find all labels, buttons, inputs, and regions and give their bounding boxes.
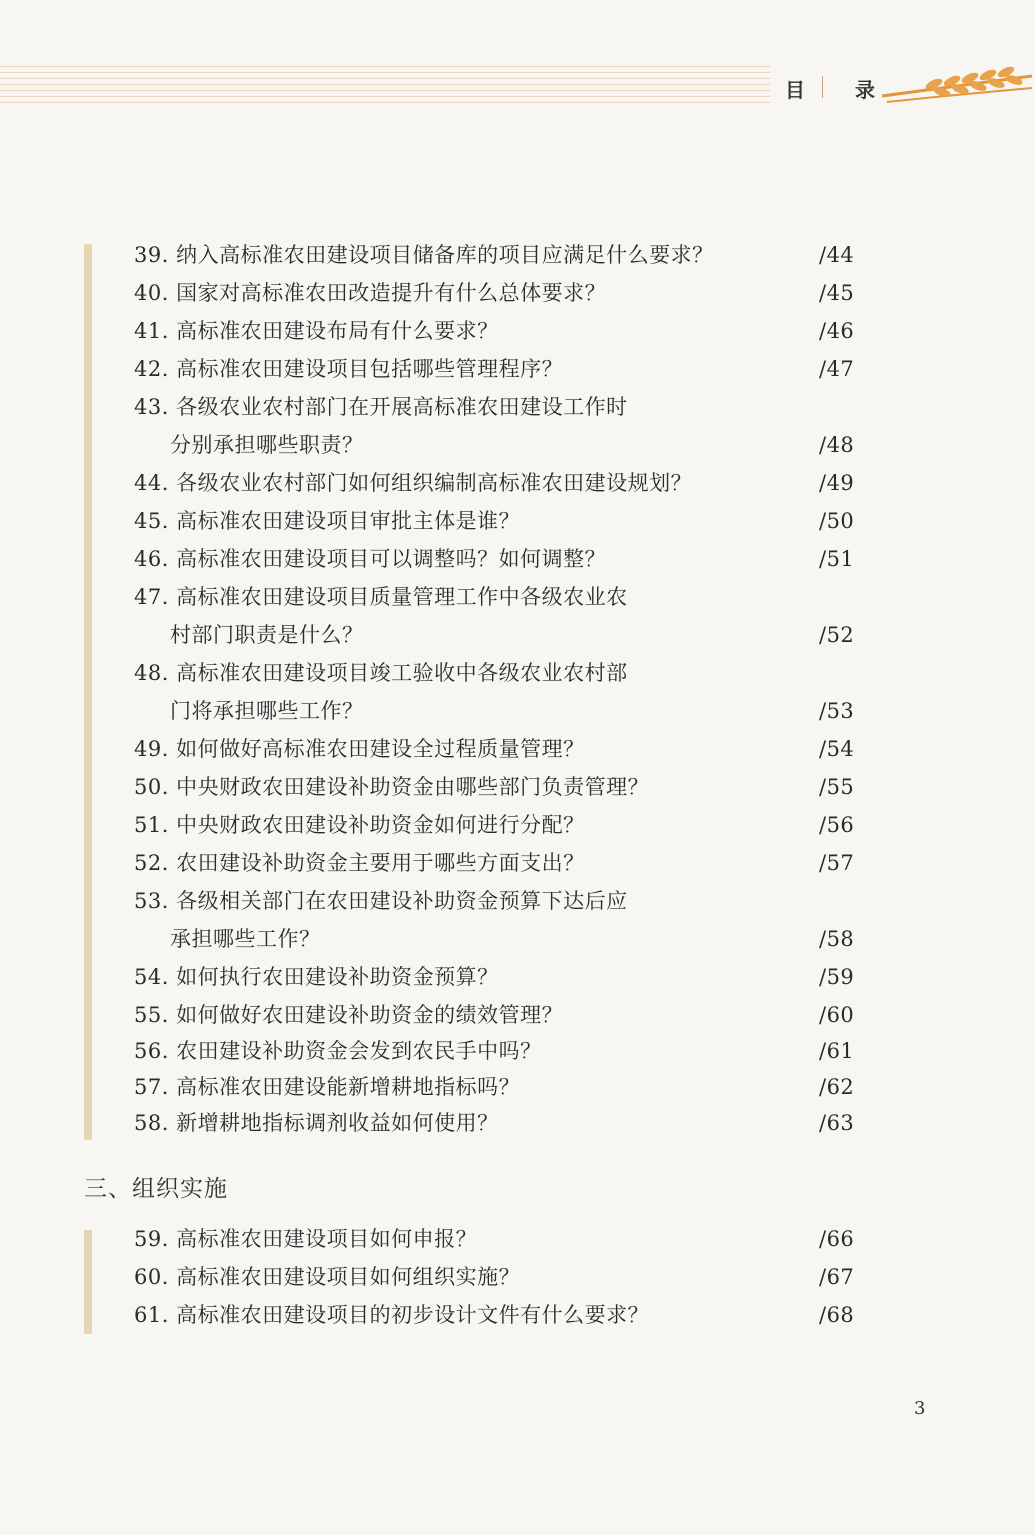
toc-entry-page: /66 — [819, 1227, 855, 1251]
toc-entry-title: 60. 高标准农田建设项目如何组织实施？ — [134, 1265, 521, 1289]
toc-entry-title: 57. 高标准农田建设能新增耕地指标吗？ — [134, 1075, 521, 1099]
toc-entry[interactable] — [134, 1108, 854, 1138]
toc-entry-title: 39. 纳入高标准农田建设项目储备库的项目应满足什么要求？ — [134, 243, 714, 267]
toc-entry[interactable] — [134, 1000, 854, 1030]
toc-entry-page: /49 — [819, 471, 855, 495]
header-separator — [822, 76, 823, 98]
toc-entry-title: 44. 各级农业农村部门如何组织编制高标准农田建设规划？ — [134, 471, 693, 495]
toc-entry-page: /59 — [819, 965, 855, 989]
toc-entry-page: /53 — [819, 699, 855, 723]
toc-entry[interactable] — [134, 544, 854, 574]
toc-entry-title: 45. 高标准农田建设项目审批主体是谁？ — [134, 509, 521, 533]
toc-entry-page: /67 — [819, 1265, 855, 1289]
toc-entry[interactable] — [134, 1224, 854, 1254]
toc-entry-page: /57 — [819, 851, 855, 875]
toc-entry-title: 43. 各级农业农村部门在开展高标准农田建设工作时 — [134, 395, 628, 419]
toc-entry-title: 58. 新增耕地指标调剂收益如何使用？ — [134, 1111, 499, 1135]
toc-entry[interactable] — [134, 810, 854, 840]
toc-entry-title: 50. 中央财政农田建设补助资金由哪些部门负责管理？ — [134, 775, 650, 799]
toc-entry-title: 承担哪些工作？ — [170, 927, 321, 951]
toc-entry-page: /52 — [819, 623, 855, 647]
toc-entry-page: /61 — [819, 1039, 855, 1063]
toc-entry[interactable] — [134, 1262, 854, 1292]
toc-entry[interactable] — [134, 354, 854, 384]
toc-entry-page: /60 — [819, 1003, 855, 1027]
toc-entry-page: /54 — [819, 737, 855, 761]
toc-entry-continuation[interactable] — [134, 430, 854, 460]
toc-entry[interactable] — [134, 278, 854, 308]
toc-entry-continuation[interactable] — [134, 620, 854, 650]
toc-entry[interactable] — [134, 392, 854, 422]
toc-entry[interactable] — [134, 772, 854, 802]
toc-entry-title: 村部门职责是什么？ — [170, 623, 364, 647]
toc-entry-title: 59. 高标准农田建设项目如何申报？ — [134, 1227, 478, 1251]
toc-entry[interactable] — [134, 582, 854, 612]
toc-entry[interactable] — [134, 316, 854, 346]
toc-entry-title: 门将承担哪些工作？ — [170, 699, 364, 723]
toc-entry-page: /44 — [819, 243, 855, 267]
toc-entry-title: 56. 农田建设补助资金会发到农民手中吗？ — [134, 1039, 542, 1063]
page-number: 3 — [914, 1398, 926, 1419]
toc-entry-page: /48 — [819, 433, 855, 457]
toc-entry-page: /50 — [819, 509, 855, 533]
toc-entry[interactable] — [134, 848, 854, 878]
header-title-char-2: 录 — [855, 78, 875, 102]
toc-entry-continuation[interactable] — [134, 924, 854, 954]
toc-entry-page: /58 — [819, 927, 855, 951]
toc-entry[interactable] — [134, 240, 854, 270]
toc-entry-title: 53. 各级相关部门在农田建设补助资金预算下达后应 — [134, 889, 628, 913]
section-heading: 三、组织实施 — [84, 1176, 228, 1202]
toc-entry[interactable] — [134, 658, 854, 688]
toc-entry-title: 48. 高标准农田建设项目竣工验收中各级农业农村部 — [134, 661, 628, 685]
toc-entry[interactable] — [134, 1072, 854, 1102]
toc-entry-title: 52. 农田建设补助资金主要用于哪些方面支出？ — [134, 851, 585, 875]
toc-entry-title: 55. 如何做好农田建设补助资金的绩效管理？ — [134, 1003, 564, 1027]
toc-entry-continuation[interactable] — [134, 696, 854, 726]
toc-entry[interactable] — [134, 734, 854, 764]
toc-side-bar — [84, 244, 92, 1140]
toc-entry-title: 54. 如何执行农田建设补助资金预算？ — [134, 965, 499, 989]
toc-entry-page: /68 — [819, 1303, 855, 1327]
toc-entry[interactable] — [134, 1300, 854, 1330]
toc-entry-page: /45 — [819, 281, 855, 305]
toc-entry-page: /47 — [819, 357, 855, 381]
toc-side-bar — [84, 1230, 92, 1334]
toc-entry-title: 49. 如何做好高标准农田建设全过程质量管理？ — [134, 737, 585, 761]
toc-entry[interactable] — [134, 506, 854, 536]
toc-entry-page: /46 — [819, 319, 855, 343]
toc-entry[interactable] — [134, 886, 854, 916]
toc-entry-page: /62 — [819, 1075, 855, 1099]
toc-entry[interactable] — [134, 962, 854, 992]
wheat-icon — [882, 58, 1032, 108]
toc-entry-page: /56 — [819, 813, 855, 837]
toc-entry-title: 41. 高标准农田建设布局有什么要求？ — [134, 319, 499, 343]
toc-entry-title: 61. 高标准农田建设项目的初步设计文件有什么要求？ — [134, 1303, 650, 1327]
toc-entry-title: 40. 国家对高标准农田改造提升有什么总体要求？ — [134, 281, 607, 305]
toc-entry-title: 47. 高标准农田建设项目质量管理工作中各级农业农 — [134, 585, 628, 609]
header-decorative-lines — [0, 66, 770, 104]
toc-entry-page: /63 — [819, 1111, 855, 1135]
toc-entry[interactable] — [134, 468, 854, 498]
toc-entry-title: 分别承担哪些职责？ — [170, 433, 364, 457]
toc-entry[interactable] — [134, 1036, 854, 1066]
toc-entry-page: /51 — [819, 547, 855, 571]
toc-entry-title: 42. 高标准农田建设项目包括哪些管理程序？ — [134, 357, 564, 381]
toc-entry-title: 51. 中央财政农田建设补助资金如何进行分配？ — [134, 813, 585, 837]
toc-entry-page: /55 — [819, 775, 855, 799]
toc-entry-title: 46. 高标准农田建设项目可以调整吗？如何调整？ — [134, 547, 607, 571]
header-title-char-1: 目 — [785, 78, 805, 102]
